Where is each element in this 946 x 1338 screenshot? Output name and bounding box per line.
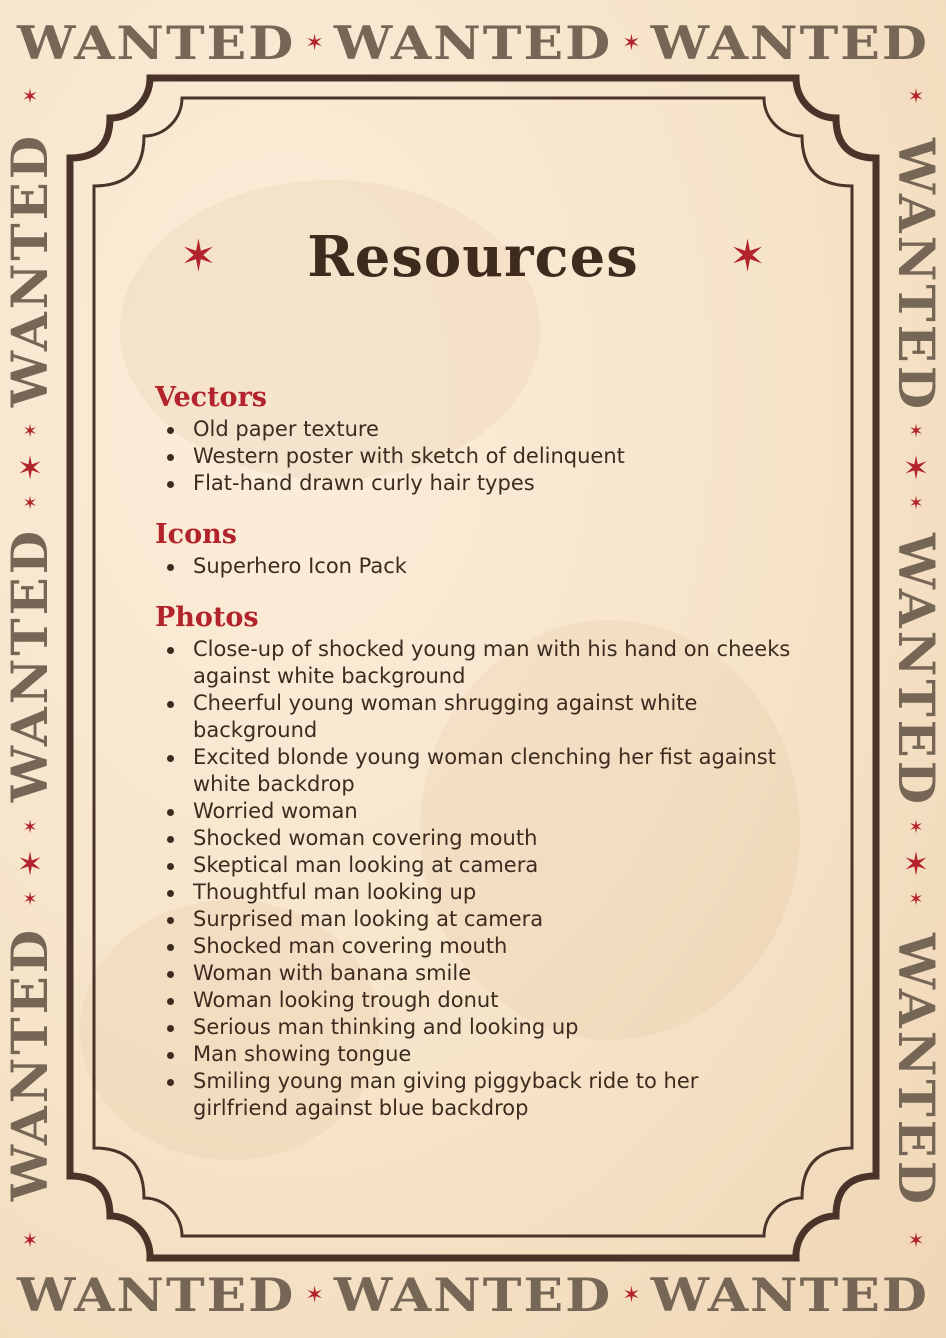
star-icon: ✶ bbox=[908, 817, 924, 838]
list-item: Cheerful young woman shrugging against white background bbox=[155, 690, 795, 744]
resource-list bbox=[155, 553, 795, 580]
star-icon: ✶ bbox=[21, 1228, 39, 1252]
star-icon: ✶ bbox=[22, 817, 38, 838]
section-heading: Icons bbox=[155, 519, 237, 550]
star-icon: ✶ bbox=[16, 449, 44, 487]
wanted-text: WANTED bbox=[0, 527, 59, 803]
wanted-text: WANTED bbox=[0, 926, 59, 1202]
section-photos bbox=[155, 600, 795, 1122]
title-row bbox=[180, 222, 766, 292]
star-icon: ✶ bbox=[902, 449, 930, 487]
list-item: Woman looking trough donut bbox=[155, 987, 795, 1014]
star-icon: ✶ bbox=[22, 889, 38, 910]
wanted-text: WANTED bbox=[333, 1268, 613, 1323]
section-heading: Photos bbox=[155, 602, 259, 633]
star-icon: ✶ bbox=[907, 84, 925, 108]
star-icon: ✶ bbox=[908, 421, 924, 442]
wanted-text: WANTED bbox=[887, 532, 946, 808]
section-vectors bbox=[155, 380, 795, 497]
star-icon: ✶ bbox=[902, 845, 930, 883]
list-item: Surprised man looking at camera bbox=[155, 906, 795, 933]
star-icon: ✶ bbox=[305, 31, 324, 56]
star-icon: ✶ bbox=[21, 84, 39, 108]
star-icon: ✶ bbox=[622, 31, 641, 56]
star-icon: ✶ bbox=[16, 845, 44, 883]
list-item: Thoughtful man looking up bbox=[155, 879, 795, 906]
list-item: Worried woman bbox=[155, 798, 795, 825]
star-icon: ✶ bbox=[22, 493, 38, 514]
wanted-text: WANTED bbox=[650, 1268, 929, 1323]
resource-list bbox=[155, 636, 795, 1122]
list-item: Man showing tongue bbox=[155, 1041, 795, 1068]
list-item: Superhero Icon Pack bbox=[155, 553, 795, 580]
list-item: Smiling young man giving piggyback ride to her girlfriend against blue backdrop bbox=[155, 1068, 795, 1122]
wanted-text: WANTED bbox=[333, 16, 613, 71]
list-item: Woman with banana smile bbox=[155, 960, 795, 987]
resource-list bbox=[155, 416, 795, 497]
list-item: Shocked woman covering mouth bbox=[155, 825, 795, 852]
wanted-text: WANTED bbox=[887, 932, 946, 1208]
section-icons bbox=[155, 517, 795, 580]
list-item: Serious man thinking and looking up bbox=[155, 1014, 795, 1041]
star-icon: ✶ bbox=[908, 889, 924, 910]
list-item: Flat-hand drawn curly hair types bbox=[155, 470, 795, 497]
star-icon: ✶ bbox=[729, 231, 766, 282]
list-item: Skeptical man looking at camera bbox=[155, 852, 795, 879]
star-icon: ✶ bbox=[22, 421, 38, 442]
wanted-text: WANTED bbox=[887, 137, 946, 413]
wanted-text: WANTED bbox=[17, 1268, 296, 1323]
section-heading: Vectors bbox=[155, 382, 267, 413]
wanted-text: WANTED bbox=[0, 132, 59, 408]
star-icon: ✶ bbox=[622, 1283, 641, 1308]
star-icon: ✶ bbox=[907, 1228, 925, 1252]
star-icon: ✶ bbox=[305, 1283, 324, 1308]
list-item: Old paper texture bbox=[155, 416, 795, 443]
list-item: Western poster with sketch of delinquent bbox=[155, 443, 795, 470]
list-item: Shocked man covering mouth bbox=[155, 933, 795, 960]
star-icon: ✶ bbox=[908, 493, 924, 514]
wanted-text: WANTED bbox=[650, 16, 929, 71]
star-icon: ✶ bbox=[180, 231, 217, 282]
wanted-text: WANTED bbox=[17, 16, 296, 71]
list-item: Close-up of shocked young man with his hand on cheeks against white background bbox=[155, 636, 795, 690]
page-title: Resources bbox=[307, 224, 639, 290]
resources-content bbox=[155, 380, 795, 1142]
list-item: Excited blonde young woman clenching her fist against white backdrop bbox=[155, 744, 795, 798]
